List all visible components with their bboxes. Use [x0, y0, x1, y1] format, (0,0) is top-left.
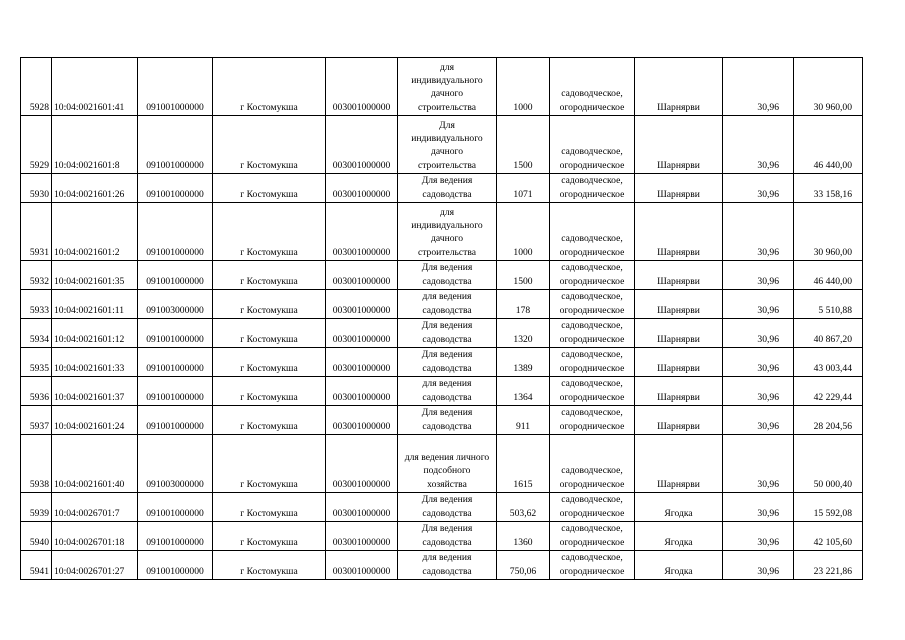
permitted-use-line: хозяйства — [427, 478, 467, 490]
category-line: огородническое — [559, 333, 625, 345]
oktmo-cell: 003001000000 — [326, 261, 398, 290]
category-cell — [550, 203, 635, 261]
permitted-use-cell — [398, 435, 497, 493]
permitted-use-line: садоводства — [422, 536, 472, 548]
cadastral-value-cell: 42 105,60 — [794, 522, 863, 551]
city-cell: г Костомукша — [213, 551, 326, 580]
location-cell: Ягодка — [635, 551, 723, 580]
category-line: садоводческое, — [561, 146, 623, 158]
category-line: садоводческое, — [561, 233, 623, 245]
location-cell: Шарнярви — [635, 435, 723, 493]
location-cell: Шарнярви — [635, 116, 723, 174]
row-number-cell: 5939 — [21, 493, 52, 522]
permitted-use-line: для — [439, 61, 455, 73]
permitted-use-line: садоводства — [422, 507, 472, 519]
table-body — [21, 58, 863, 580]
rate-cell: 30,96 — [723, 493, 794, 522]
permitted-use-line: Для ведения — [421, 494, 473, 506]
row-number-cell: 5930 — [21, 174, 52, 203]
category-line: огородническое — [559, 101, 625, 113]
cadastral-value-cell: 50 000,40 — [794, 435, 863, 493]
location-cell: Шарнярви — [635, 319, 723, 348]
cadastral-number-cell: 10:04:0026701:18 — [52, 522, 138, 551]
category-line: огородническое — [559, 478, 625, 490]
city-cell: г Костомукша — [213, 58, 326, 116]
oktmo-cell: 003001000000 — [326, 174, 398, 203]
area-cell: 1615 — [497, 435, 550, 493]
table-row — [21, 203, 863, 261]
permitted-use-cell — [398, 319, 497, 348]
rate-cell: 30,96 — [723, 290, 794, 319]
permitted-use-cell — [398, 406, 497, 435]
city-cell: г Костомукша — [213, 522, 326, 551]
area-cell: 1360 — [497, 522, 550, 551]
rate-cell: 30,96 — [723, 58, 794, 116]
cadastral-value-cell: 42 229,44 — [794, 377, 863, 406]
code-cell: 091001000000 — [138, 319, 213, 348]
location-cell: Шарнярви — [635, 348, 723, 377]
cadastral-number-cell: 10:04:0021601:33 — [52, 348, 138, 377]
permitted-use-line: садоводства — [422, 565, 472, 577]
category-line: садоводческое, — [561, 552, 623, 564]
oktmo-cell: 003001000000 — [326, 290, 398, 319]
category-line: огородническое — [559, 565, 625, 577]
table-row — [21, 58, 863, 116]
permitted-use-line: Для ведения — [421, 407, 473, 419]
permitted-use-cell — [398, 377, 497, 406]
permitted-use-line: дачного — [430, 233, 463, 245]
category-cell — [550, 116, 635, 174]
row-number-cell: 5933 — [21, 290, 52, 319]
cadastral-number-cell: 10:04:0026701:27 — [52, 551, 138, 580]
permitted-use-line: Для ведения — [421, 262, 473, 274]
table-row — [21, 116, 863, 174]
code-cell: 091001000000 — [138, 406, 213, 435]
code-cell: 091001000000 — [138, 174, 213, 203]
category-line: огородническое — [559, 362, 625, 374]
code-cell: 091001000000 — [138, 348, 213, 377]
permitted-use-cell — [398, 348, 497, 377]
table-row — [21, 348, 863, 377]
cadastral-number-cell: 10:04:0021601:2 — [52, 203, 138, 261]
cadastral-number-cell: 10:04:0021601:8 — [52, 116, 138, 174]
category-cell — [550, 319, 635, 348]
table-row — [21, 377, 863, 406]
code-cell: 091003000000 — [138, 435, 213, 493]
rate-cell: 30,96 — [723, 551, 794, 580]
row-number-cell: 5937 — [21, 406, 52, 435]
permitted-use-line: Для ведения — [421, 175, 473, 187]
oktmo-cell: 003001000000 — [326, 377, 398, 406]
location-cell: Шарнярви — [635, 261, 723, 290]
city-cell: г Костомукша — [213, 290, 326, 319]
permitted-use-cell — [398, 522, 497, 551]
location-cell: Шарнярви — [635, 174, 723, 203]
row-number-cell: 5934 — [21, 319, 52, 348]
permitted-use-line: садоводства — [422, 362, 472, 374]
category-cell — [550, 551, 635, 580]
category-cell — [550, 58, 635, 116]
cadastral-number-cell: 10:04:0021601:40 — [52, 435, 138, 493]
category-cell — [550, 174, 635, 203]
city-cell: г Костомукша — [213, 319, 326, 348]
cadastral-value-cell: 46 440,00 — [794, 116, 863, 174]
rate-cell: 30,96 — [723, 319, 794, 348]
area-cell: 1071 — [497, 174, 550, 203]
permitted-use-cell — [398, 58, 497, 116]
table-row — [21, 290, 863, 319]
rate-cell: 30,96 — [723, 261, 794, 290]
location-cell: Шарнярви — [635, 58, 723, 116]
code-cell: 091001000000 — [138, 551, 213, 580]
area-cell: 1000 — [497, 203, 550, 261]
permitted-use-line: для ведения — [422, 552, 472, 564]
category-line: садоводческое, — [561, 465, 623, 477]
permitted-use-cell — [398, 493, 497, 522]
cadastral-value-cell: 30 960,00 — [794, 58, 863, 116]
category-line: садоводческое, — [561, 349, 623, 361]
permitted-use-line: строительства — [417, 246, 477, 258]
oktmo-cell: 003001000000 — [326, 493, 398, 522]
code-cell: 091003000000 — [138, 290, 213, 319]
code-cell: 091001000000 — [138, 493, 213, 522]
permitted-use-line: подсобного — [423, 465, 471, 477]
row-number-cell: 5931 — [21, 203, 52, 261]
category-line: огородническое — [559, 159, 625, 171]
area-cell: 750,06 — [497, 551, 550, 580]
table-row — [21, 261, 863, 290]
permitted-use-cell — [398, 203, 497, 261]
category-line: садоводческое, — [561, 523, 623, 535]
oktmo-cell: 003001000000 — [326, 551, 398, 580]
category-cell — [550, 377, 635, 406]
table-row — [21, 551, 863, 580]
category-line: садоводческое, — [561, 88, 623, 100]
table-row — [21, 406, 863, 435]
category-cell — [550, 435, 635, 493]
category-cell — [550, 493, 635, 522]
category-line: садоводческое, — [561, 320, 623, 332]
permitted-use-line: для ведения личного — [404, 452, 490, 464]
area-cell: 1364 — [497, 377, 550, 406]
permitted-use-line: индивидуального — [411, 133, 483, 145]
city-cell: г Костомукша — [213, 348, 326, 377]
rate-cell: 30,96 — [723, 174, 794, 203]
table-row — [21, 319, 863, 348]
area-cell: 1320 — [497, 319, 550, 348]
permitted-use-line: садоводства — [422, 275, 472, 287]
cadastral-value-cell: 15 592,08 — [794, 493, 863, 522]
oktmo-cell: 003001000000 — [326, 203, 398, 261]
permitted-use-line: Для — [439, 119, 455, 131]
permitted-use-line: садоводства — [422, 188, 472, 200]
permitted-use-cell — [398, 290, 497, 319]
row-number-cell: 5941 — [21, 551, 52, 580]
city-cell: г Костомукша — [213, 261, 326, 290]
row-number-cell: 5940 — [21, 522, 52, 551]
cadastral-value-cell: 23 221,86 — [794, 551, 863, 580]
cadastral-value-cell: 33 158,16 — [794, 174, 863, 203]
permitted-use-line: для — [439, 206, 455, 218]
table-row — [21, 493, 863, 522]
oktmo-cell: 003001000000 — [326, 406, 398, 435]
cadastral-number-cell: 10:04:0021601:26 — [52, 174, 138, 203]
category-line: садоводческое, — [561, 407, 623, 419]
row-number-cell: 5935 — [21, 348, 52, 377]
rate-cell: 30,96 — [723, 435, 794, 493]
area-cell: 1389 — [497, 348, 550, 377]
location-cell: Шарнярви — [635, 290, 723, 319]
rate-cell: 30,96 — [723, 348, 794, 377]
category-line: огородническое — [559, 275, 625, 287]
oktmo-cell: 003001000000 — [326, 435, 398, 493]
category-cell — [550, 261, 635, 290]
permitted-use-line: Для ведения — [421, 320, 473, 332]
cadastral-number-cell: 10:04:0021601:24 — [52, 406, 138, 435]
rate-cell: 30,96 — [723, 116, 794, 174]
city-cell: г Костомукша — [213, 203, 326, 261]
cadastral-value-cell: 30 960,00 — [794, 203, 863, 261]
category-cell — [550, 522, 635, 551]
cadastral-number-cell: 10:04:0021601:12 — [52, 319, 138, 348]
category-line: огородническое — [559, 246, 625, 258]
cadastral-value-cell: 5 510,88 — [794, 290, 863, 319]
permitted-use-cell — [398, 116, 497, 174]
category-line: огородническое — [559, 188, 625, 200]
permitted-use-line: индивидуального — [411, 75, 483, 87]
cadastral-value-cell: 43 003,44 — [794, 348, 863, 377]
category-line: огородническое — [559, 536, 625, 548]
rate-cell: 30,96 — [723, 522, 794, 551]
location-cell: Ягодка — [635, 493, 723, 522]
row-number-cell: 5932 — [21, 261, 52, 290]
permitted-use-line: для ведения — [422, 378, 472, 390]
table-row — [21, 522, 863, 551]
oktmo-cell: 003001000000 — [326, 348, 398, 377]
cadastral-value-cell: 40 867,20 — [794, 319, 863, 348]
row-number-cell: 5938 — [21, 435, 52, 493]
oktmo-cell: 003001000000 — [326, 319, 398, 348]
code-cell: 091001000000 — [138, 116, 213, 174]
category-line: огородническое — [559, 507, 625, 519]
code-cell: 091001000000 — [138, 203, 213, 261]
cadastral-number-cell: 10:04:0021601:37 — [52, 377, 138, 406]
permitted-use-line: Для ведения — [421, 349, 473, 361]
location-cell: Шарнярви — [635, 203, 723, 261]
permitted-use-line: строительства — [417, 159, 477, 171]
code-cell: 091001000000 — [138, 261, 213, 290]
area-cell: 178 — [497, 290, 550, 319]
location-cell: Ягодка — [635, 522, 723, 551]
cadastral-number-cell: 10:04:0026701:7 — [52, 493, 138, 522]
permitted-use-line: строительства — [417, 101, 477, 113]
area-cell: 1500 — [497, 116, 550, 174]
code-cell: 091001000000 — [138, 377, 213, 406]
category-line: садоводческое, — [561, 262, 623, 274]
category-line: огородническое — [559, 304, 625, 316]
permitted-use-line: дачного — [430, 146, 463, 158]
category-cell — [550, 406, 635, 435]
category-cell — [550, 348, 635, 377]
category-line: садоводческое, — [561, 291, 623, 303]
category-line: садоводческое, — [561, 494, 623, 506]
area-cell: 1000 — [497, 58, 550, 116]
table-row — [21, 174, 863, 203]
category-cell — [550, 290, 635, 319]
row-number-cell: 5936 — [21, 377, 52, 406]
rate-cell: 30,96 — [723, 203, 794, 261]
oktmo-cell: 003001000000 — [326, 58, 398, 116]
land-plot-table — [20, 57, 863, 580]
city-cell: г Костомукша — [213, 406, 326, 435]
city-cell: г Костомукша — [213, 435, 326, 493]
table-row — [21, 435, 863, 493]
row-number-cell: 5928 — [21, 58, 52, 116]
category-line: огородническое — [559, 391, 625, 403]
oktmo-cell: 003001000000 — [326, 522, 398, 551]
code-cell: 091001000000 — [138, 58, 213, 116]
cadastral-number-cell: 10:04:0021601:11 — [52, 290, 138, 319]
oktmo-cell: 003001000000 — [326, 116, 398, 174]
permitted-use-cell — [398, 551, 497, 580]
city-cell: г Костомукша — [213, 493, 326, 522]
permitted-use-line: садоводства — [422, 304, 472, 316]
cadastral-number-cell: 10:04:0021601:41 — [52, 58, 138, 116]
rate-cell: 30,96 — [723, 377, 794, 406]
permitted-use-line: садоводства — [422, 420, 472, 432]
row-number-cell: 5929 — [21, 116, 52, 174]
category-line: огородническое — [559, 420, 625, 432]
location-cell: Шарнярви — [635, 377, 723, 406]
cadastral-value-cell: 46 440,00 — [794, 261, 863, 290]
rate-cell: 30,96 — [723, 406, 794, 435]
area-cell: 911 — [497, 406, 550, 435]
cadastral-number-cell: 10:04:0021601:35 — [52, 261, 138, 290]
cadastral-value-cell: 28 204,56 — [794, 406, 863, 435]
area-cell: 503,62 — [497, 493, 550, 522]
category-line: садоводческое, — [561, 175, 623, 187]
city-cell: г Костомукша — [213, 116, 326, 174]
permitted-use-line: для ведения — [422, 291, 472, 303]
permitted-use-line: садоводства — [422, 333, 472, 345]
permitted-use-line: индивидуального — [411, 220, 483, 232]
location-cell: Шарнярви — [635, 406, 723, 435]
code-cell: 091001000000 — [138, 522, 213, 551]
permitted-use-cell — [398, 174, 497, 203]
city-cell: г Костомукша — [213, 174, 326, 203]
category-line: садоводческое, — [561, 378, 623, 390]
city-cell: г Костомукша — [213, 377, 326, 406]
permitted-use-line: дачного — [430, 88, 463, 100]
permitted-use-line: садоводства — [422, 391, 472, 403]
area-cell: 1500 — [497, 261, 550, 290]
permitted-use-cell — [398, 261, 497, 290]
permitted-use-line: Для ведения — [421, 523, 473, 535]
